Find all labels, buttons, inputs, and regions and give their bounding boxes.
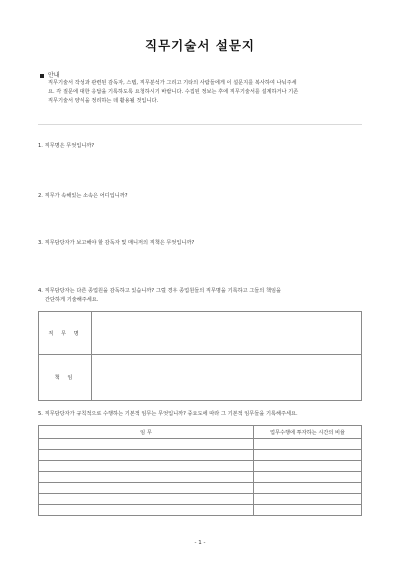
notice-line: 직무기술서 작성과 관련된 감독자, 스텝, 직무분석가 그리고 기타의 사람들에게 이 설문지를 복사하여 나눠주세 <box>48 80 297 86</box>
question-text-continued: 간단하게 기술해주세요. <box>45 296 99 303</box>
question-number: 1. <box>38 143 43 149</box>
question-text: 직무가 속해있는 소속은 어디입니까? <box>44 193 128 199</box>
supervision-table <box>38 311 362 401</box>
question-number: 5. <box>38 411 43 417</box>
duty-cell[interactable] <box>39 461 254 472</box>
question-number: 4. <box>38 288 43 294</box>
table-row <box>39 505 362 516</box>
time-ratio-cell[interactable] <box>254 439 362 450</box>
notice-heading-text: 안내 <box>48 72 60 79</box>
question-number: 3. <box>38 240 43 246</box>
square-bullet-icon <box>40 74 44 78</box>
question-2 <box>38 192 364 201</box>
duty-cell[interactable] <box>39 494 254 505</box>
question-text: 직무명은 무엇입니까? <box>44 143 95 149</box>
question-text: 직무담당자가 보고해야 할 감독자 및 매니저의 직책은 무엇입니까? <box>44 240 195 246</box>
notice-heading <box>40 70 60 79</box>
time-ratio-column-header: 업무수행에 투자하는 시간의 비율 <box>254 426 362 439</box>
notice-line: 직무기술서 양식을 정리하는 데 활용될 것입니다. <box>48 98 159 105</box>
question-5 <box>38 410 364 419</box>
time-ratio-cell[interactable] <box>254 450 362 461</box>
document-title: 직무기술서 설문지 <box>145 38 255 53</box>
duty-cell[interactable] <box>39 505 254 516</box>
question-3 <box>38 239 364 248</box>
responsibility-field[interactable] <box>92 355 362 401</box>
time-ratio-cell[interactable] <box>254 472 362 483</box>
section-divider <box>38 124 362 125</box>
responsibility-label: 책 임 <box>39 355 92 401</box>
table-row <box>39 450 362 461</box>
time-ratio-cell[interactable] <box>254 505 362 516</box>
job-title-label: 직 무 명 <box>39 312 92 355</box>
question-text: 직무담당자는 다른 종업원을 감독하고 있습니까? 그럴 경우 종업원들의 직무명을 기록하고 그들의 책임을 <box>44 288 281 294</box>
table-row <box>39 483 362 494</box>
table-row <box>39 461 362 472</box>
duty-column-header: 임 무 <box>39 426 254 439</box>
question-text: 직무담당자가 규칙적으로 수행하는 기본적 임무는 무엇입니까? 중요도에 따라 그 기본적 임무들을 기록해주세요. <box>44 411 298 417</box>
table-row <box>39 494 362 505</box>
table-row <box>39 439 362 450</box>
table-row <box>39 472 362 483</box>
notice-body <box>48 79 366 107</box>
duty-cell[interactable] <box>39 450 254 461</box>
notice-line: 요. 각 질문에 대한 응답을 기록하도록 요청하시기 바랍니다. 수집된 정보는 후에 직무기술서를 설계하거나 기존 <box>48 89 299 96</box>
page-number: - 1 - <box>194 540 206 546</box>
time-ratio-cell[interactable] <box>254 483 362 494</box>
duties-table <box>38 425 362 516</box>
time-ratio-cell[interactable] <box>254 494 362 505</box>
duty-cell[interactable] <box>39 483 254 494</box>
question-number: 2. <box>38 193 43 199</box>
question-1 <box>38 142 364 151</box>
job-title-field[interactable] <box>92 312 362 355</box>
time-ratio-cell[interactable] <box>254 461 362 472</box>
question-4 <box>38 287 364 304</box>
duty-cell[interactable] <box>39 472 254 483</box>
duty-cell[interactable] <box>39 439 254 450</box>
